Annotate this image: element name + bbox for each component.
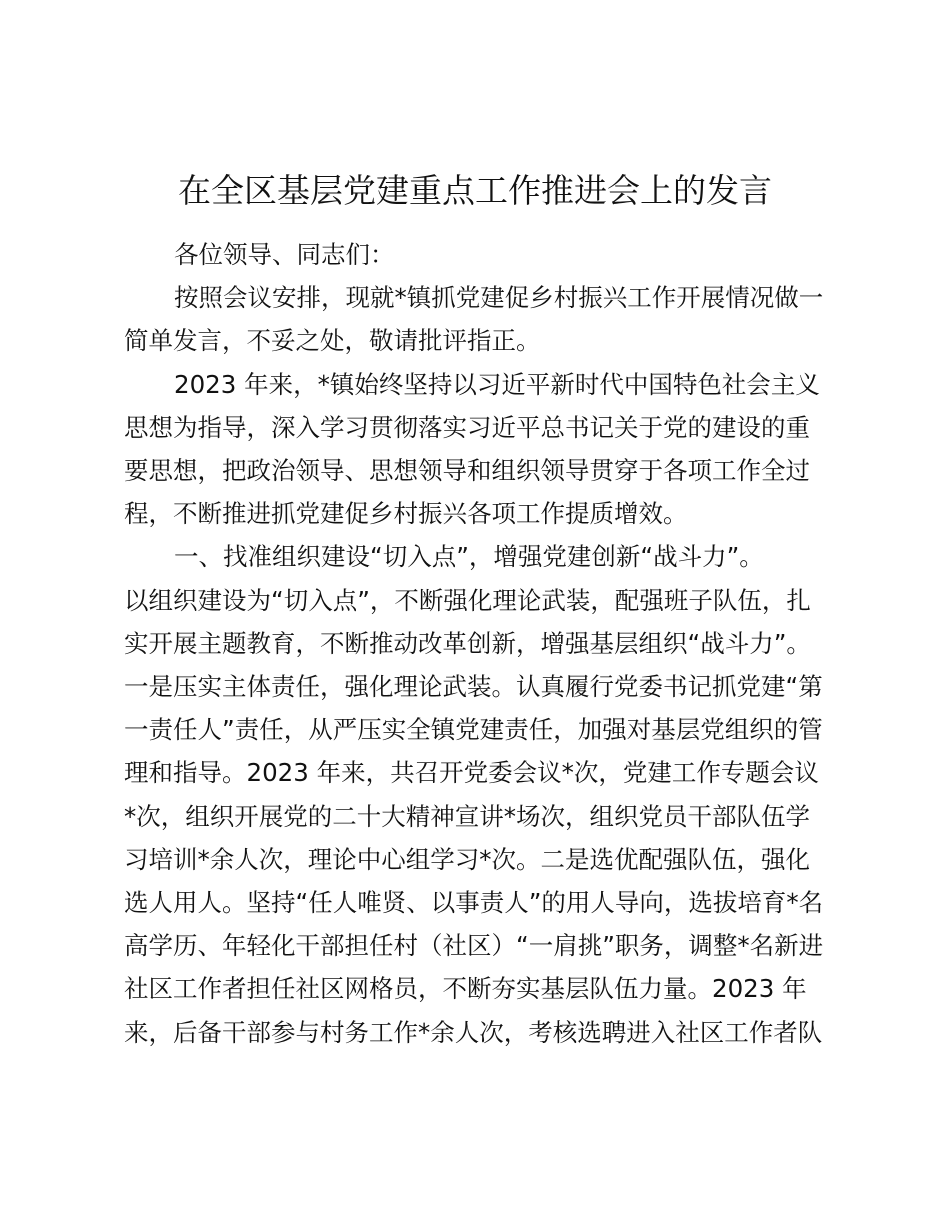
paragraph-line: *次，组织开展党的二十大精神宣讲*场次，组织党员干部队伍学 (124, 802, 810, 831)
paragraph-line: 实开展主题教育，不断推动改革创新，增强基层组织“战斗力”。 (124, 629, 811, 658)
paragraph-line: 来，后备干部参与村务工作*余人次，考核选聘进入社区工作者队 (124, 1018, 823, 1047)
paragraph-line: 程，不断推进抓党建促乡村振兴各项工作提质增效。 (124, 499, 688, 528)
paragraph-line: 一责任人”责任，从严压实全镇党建责任，加强对基层党组织的管 (124, 715, 823, 744)
paragraph-line: 高学历、年轻化干部担任村（社区）“一肩挑”职务，调整*名新进 (124, 931, 824, 960)
document-title: 在全区基层党建重点工作推进会上的发言 (178, 171, 772, 210)
paragraph-line: 以组织建设为“切入点”，不断强化理论武装，配强班子队伍，扎 (124, 586, 811, 615)
paragraph-line: 简单发言，不妥之处，敬请批评指正。 (124, 326, 541, 355)
paragraph-line: 2023 年来，*镇始终坚持以习近平新时代中国特色社会主义 (174, 370, 820, 399)
paragraph-line: 思想为指导，深入学习贯彻落实习近平总书记关于党的建设的重 (124, 413, 810, 442)
paragraph-line: 各位领导、同志们： (174, 240, 395, 269)
paragraph-line: 习培训*余人次，理论中心组学习*次。二是选优配强队伍，强化 (124, 845, 810, 874)
paragraph-line: 要思想，把政治领导、思想领导和组织领导贯穿于各项工作全过 (124, 456, 810, 485)
paragraph-line: 理和指导。2023 年来，共召开党委会议*次，党建工作专题会议 (124, 758, 819, 787)
paragraph-line: 一是压实主体责任，强化理论武装。认真履行党委书记抓党建“第 (124, 672, 823, 701)
paragraph-line: 按照会议安排，现就*镇抓党建促乡村振兴工作开展情况做一 (174, 283, 824, 312)
paragraph-line: 选人用人。坚持“任人唯贤、以事责人”的用人导向，选拔培育*名 (124, 888, 824, 917)
section-heading-line: 一、找准组织建设“切入点”，增强党建创新“战斗力”。 (174, 542, 764, 571)
paragraph-line: 社区工作者担任社区网格员，不断夯实基层队伍力量。2023 年 (124, 974, 807, 1003)
